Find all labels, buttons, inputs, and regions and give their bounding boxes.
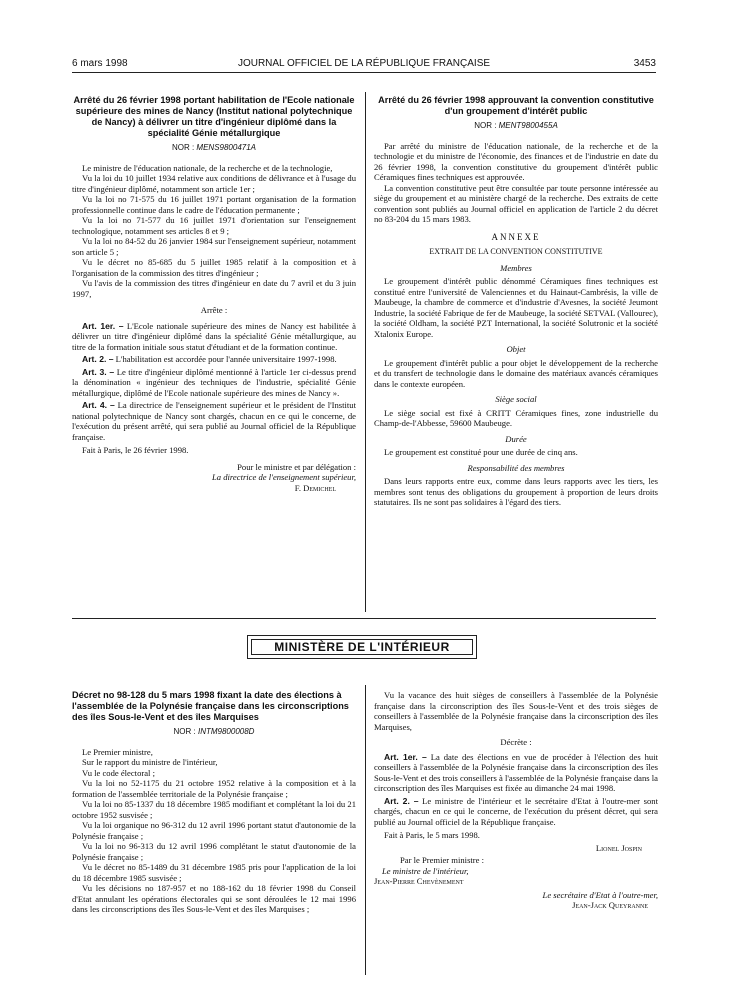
done-line: Fait à Paris, le 5 mars 1998. (384, 830, 480, 840)
visa-item: Vu l'avis de la commission des titres d'ingénieur en date du 7 avril et du 3 juin 1997, (72, 278, 356, 299)
visa-item: Vu la loi no 85-1337 du 18 décembre 1985 modifiant et complétant la loi du 21 octobre 1952 susvisée ; (72, 799, 356, 820)
visa-item: Vu la loi no 52-1175 du 21 octobre 1952 relative à la composition et à la formation de l'assemblée territoriale de la Polynésie française ; (72, 778, 356, 799)
section-heading: Durée (505, 433, 527, 444)
decret-continuation (374, 690, 658, 911)
nor-code: MENT9800455A (498, 121, 558, 130)
section-text: Le groupement est constitué pour une durée de cinq ans. (384, 447, 578, 457)
section-heading: Objet (506, 344, 526, 354)
decret-polynesie (72, 690, 356, 915)
visa-item: Le Premier ministre, (82, 746, 153, 757)
vacance-paragraph: Vu la vacance des huit sièges de conseillers à l'assemblée de la Polynésie française dans la circonscription des îles Sous-le-Vent et des trois sièges de conseillers à l'assemblée de la Polynésie française dans la circonscription des îles Marquises, (374, 690, 658, 732)
arrete-convention-title: Arrêté du 26 février 1998 approuvant la convention constitutive d'un groupement d'intérêt public (378, 95, 654, 116)
secretaire-etat-title: Le secrétaire d'Etat à l'outre-mer, (542, 889, 658, 900)
convention-sections (374, 263, 658, 508)
article (72, 321, 356, 353)
nor-line (374, 121, 658, 132)
visa-item: Vu le code électoral ; (82, 767, 155, 778)
decret-articles (374, 752, 658, 828)
visa-item: Vu la loi no 96-313 du 12 avril 1996 complétant le statut d'autonomie de la Polynésie française ; (72, 841, 356, 862)
articles-list (72, 321, 356, 443)
article-number: Art. 2. – (384, 795, 419, 806)
article (374, 796, 658, 828)
annexe-heading: ANNEXE (491, 231, 541, 242)
arrete-habilitation-title: Arrêté du 26 février 1998 portant habilitation de l'Ecole nationale supérieure des mines de Nancy (Institut national polytechnique de Nancy) à délivrer un titre d'ingénieur diplômé dans la spécialité Génie métallurgique (73, 95, 355, 138)
visa-item: Vu la loi organique no 96-312 du 12 avril 1996 portant statut d'autonomie de la Polynésie française ; (72, 820, 356, 841)
nor-label: NOR : (173, 727, 198, 736)
ministry-banner (247, 635, 477, 659)
extrait-heading: EXTRAIT DE LA CONVENTION CONSTITUTIVE (429, 247, 603, 256)
ministry-title: MINISTÈRE DE L'INTÉRIEUR (251, 639, 473, 655)
article (374, 752, 658, 794)
visa-item: Vu la loi no 84-52 du 26 janvier 1984 sur l'enseignement supérieur, notamment son article 5 ; (72, 236, 356, 257)
convention-paragraphs (374, 141, 658, 225)
header-date: 6 mars 1998 (72, 58, 128, 69)
article-number: Art. 2. – (82, 354, 114, 364)
decrete-label: Décrète : (500, 737, 532, 747)
nor-label: NOR : (171, 143, 197, 152)
article-number: Art. 3. – (82, 366, 115, 377)
article (72, 367, 356, 399)
visa-item: Vu la loi du 10 juillet 1934 relative aux conditions de délivrance et à l'usage du titre d'ingénieur diplômé, notamment son article 1er ; (72, 173, 356, 194)
nor-code: MENS9800471A (196, 143, 257, 152)
section-text: Le siège social est fixé à CRITT Céramiques fines, zone industrielle du Champ-de-l'Abbesse, 59600 Maubeuge. (374, 407, 658, 428)
convention-paragraph: Par arrêté du ministre de l'éducation nationale, de la recherche et de la technologie et du ministre de l'économie, des finances et de l'industrie en date du 26 février 1998, la convention constitutive du groupement d'intérêt public Céramiques fines techniques est approuvée. (374, 140, 658, 182)
running-header (72, 58, 656, 72)
section-text: Le groupement d'intérêt public a pour objet le développement de la recherche et du transfert de technologie dans le domaine des matériaux avancés céramiques dans le contexte européen. (374, 357, 658, 389)
column-divider-bottom (365, 685, 366, 975)
par-premier-ministre: Par le Premier ministre : (400, 855, 485, 865)
nor-label: NOR : (474, 121, 499, 130)
section-text: Le groupement d'intérêt public dénommé Céramiques fines techniques est constitué entre l'université de Valenciennes et du Hainaut-Cambrésis, la ville de Maubeuge, la chambre de commerce et d'industrie d'Avesnes, la société Jeumont Industrie, la société Fabrique de fer de Maubeuge, la société SETVAL (Vallourec), la société Oldham, la société PZT International, la société Solutronic et la société Xtalonix Europe. (374, 276, 658, 339)
header-page-number: 3453 (633, 58, 656, 69)
signature-title: La directrice de l'enseignement supérieur, (212, 472, 356, 482)
column-divider-top (365, 92, 366, 612)
arrete-convention (374, 95, 658, 508)
signature-name: F. Demichel (294, 482, 336, 493)
visas-list (72, 163, 356, 300)
ministre-interieur-title: Le ministre de l'intérieur, (382, 865, 469, 876)
ministre-interieur-name: Jean-Pierre Chevènement (374, 876, 464, 886)
arrete-label: Arrête : (200, 305, 228, 315)
section-rule (72, 618, 656, 619)
article-number: Art. 4. – (82, 400, 115, 410)
visa-item: Vu le décret no 85-1489 du 31 décembre 1985 pris pour l'application de la loi du 18 décembre 1985 susvisée ; (72, 862, 356, 883)
nor-line (72, 727, 356, 738)
arrete-habilitation (72, 95, 356, 493)
article-number: Art. 1er. – (82, 320, 124, 331)
visa-item: Vu la loi no 71-577 du 16 juillet 1971 d'orientation sur l'enseignement technologique, notamment ses articles 8 et 9 ; (72, 215, 356, 236)
article-text: Le ministre de l'intérieur et le secrétaire d'Etat à l'outre-mer sont chargés, chacun en ce qui le concerne, de l'exécution du présent décret, qui sera publié au Journal officiel de la République française. (374, 795, 658, 827)
convention-paragraph: La convention constitutive peut être consultée par toute personne intéressée au siège du groupement et au ministère chargé de la recherche. Des extraits de cette convention sont publiés au Journal officiel en application de l'article 2 du décret no 83-204 du 15 mars 1983. (374, 182, 658, 224)
visa-item: Sur le rapport du ministre de l'intérieur, (82, 757, 218, 767)
decret-visas (72, 747, 356, 915)
visa-item: Vu les décisions no 187-957 et no 188-162 du 18 février 1998 du Conseil d'Etat annulant les opérations électorales qui se sont déroulées le 12 mai 1996 dans les circonscriptions des îles Sous-le-Vent et des îles Marquises ; (72, 883, 356, 914)
header-journal-title: JOURNAL OFFICIEL DE LA RÉPUBLIQUE FRANÇAISE (237, 58, 491, 69)
article-text: Le titre d'ingénieur diplômé mentionné à l'article 1er ci-dessus prend la dénomination « ingénieur des techniques de l'industrie, spécialité Génie métallurgique, diplômé de l'Ecole nationale supérieure des mines de Nancy ». (72, 366, 356, 398)
article-text: La date des élections en vue de procéder à l'élection des huit conseillers à l'assemblée de la Polynésie française dans la circonscription des îles Sous-le-Vent et des trois conseillers à l'assemblée de la Polynésie française dans la circonscription des îles Marquises est fixée au dimanche 24 mai 1998. (374, 751, 659, 793)
signature-premier-ministre: Lionel Jospin (595, 842, 642, 853)
article (72, 354, 356, 365)
decret-title: Décret no 98-128 du 5 mars 1998 fixant la date des élections à l'assemblée de la Polynésie française dans les circonscriptions des îles Sous-le-Vent et des îles Marquises (72, 690, 349, 722)
section-text: Dans leurs rapports entre eux, comme dans leurs rapports avec les tiers, les membres sont tenus des obligations du groupement à proportion de leurs droits statutaires. Ils ne sont pas solidaires à l'égard des tiers. (374, 476, 658, 507)
header-rule (72, 72, 656, 73)
article-number: Art. 1er. – (384, 751, 427, 762)
article (72, 400, 356, 442)
secretaire-etat-name: Jean-Jack Queyranne (572, 900, 648, 910)
article-text: L'habilitation est accordée pour l'année universitaire 1997-1998. (113, 354, 337, 364)
minister-line: Le ministre de l'éducation nationale, de la recherche et de la technologie, (82, 162, 333, 173)
signature-delegation: Pour le ministre et par délégation : (237, 461, 356, 472)
nor-code: INTM9800008D (197, 727, 255, 736)
nor-line (72, 143, 356, 154)
section-heading: Responsabilité des membres (467, 462, 565, 473)
section-heading: Siège social (495, 394, 537, 404)
section-heading: Membres (500, 262, 532, 273)
done-line: Fait à Paris, le 26 février 1998. (82, 445, 189, 455)
visa-item: Vu la loi no 71-575 du 16 juillet 1971 portant organisation de la formation professionnelle continue dans le cadre de l'éducation permanente ; (72, 194, 356, 215)
visa-item: Vu le décret no 85-685 du 5 juillet 1985 relatif à la composition et à l'organisation de la commission des titres d'ingénieur ; (72, 257, 356, 278)
article-text: L'Ecole nationale supérieure des mines de Nancy est habilitée à délivrer un titre d'ingénieur diplômé dans la spécialité Génie métallurgique, au titre de la formation initiale sous statut d'étudiant et de la formation continue. (72, 320, 356, 352)
article-text: La directrice de l'enseignement supérieur et le président de l'Institut national polytechnique de Nancy sont chargés, chacun en ce qui le concerne, de l'exécution du présent arrêté, qui sera publié au Journal officiel de la République française. (72, 400, 356, 442)
